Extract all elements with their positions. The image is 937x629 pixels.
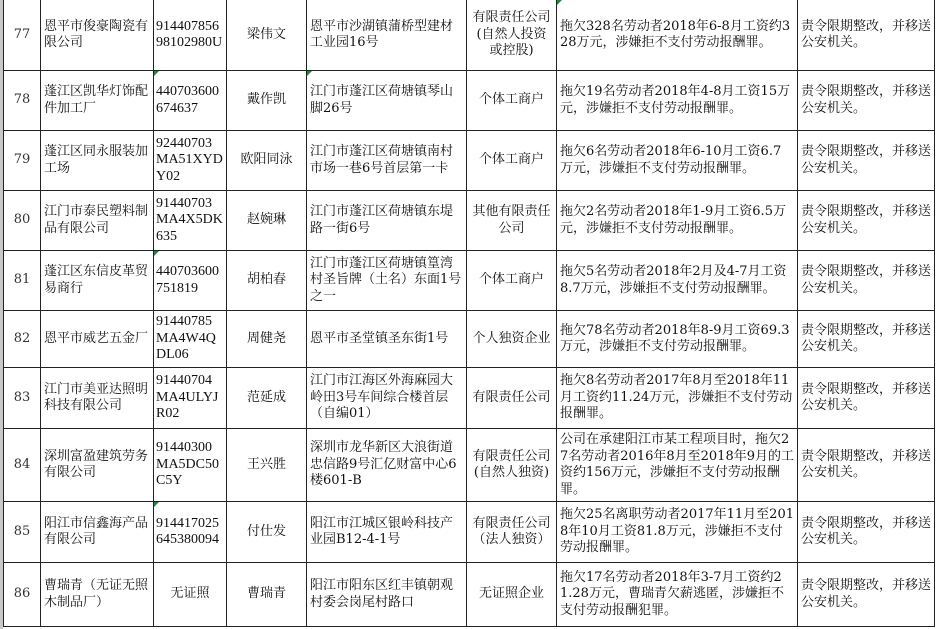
company-name-cell: 蓬江区凯华灯饰配件加工厂 [41,71,154,131]
table-row [4,429,935,502]
credit-code-cell: 91440704MA4ULYJR02 [154,368,227,429]
action-taken-cell: 责令限期整改，并移送公安机关。 [798,311,935,368]
table-row [4,131,935,191]
action-taken-cell: 责令限期整改，并移送公安机关。 [798,563,935,627]
address-cell: 江门市江海区外海麻园大岭田3号车间综合楼首层（自编01） [307,368,467,429]
legal-person-cell: 范延成 [227,368,307,429]
table-row [4,502,935,563]
violation-description-cell: 拖欠78名劳动者2018年8-9月工资69.3万元，涉嫌拒不支付劳动报酬罪。 [557,311,798,368]
credit-code-cell: 无证照 [154,563,227,627]
company-name-cell: 恩平市威艺五金厂 [41,311,154,368]
table-row [4,311,935,368]
table-row [4,71,935,131]
company-type-cell: 有限责任公司（法人独资） [467,502,557,563]
action-taken-cell: 责令限期整改，并移送公安机关。 [798,502,935,563]
address-cell: 深圳市龙华新区大浪街道忠信路9号汇亿财富中心6楼601-B [307,429,467,502]
violation-description-cell: 拖欠2名劳动者2018年1-9月工资6.5万元，涉嫌拒不支付劳动报酬罪。 [557,191,798,251]
address-cell: 江门市蓬江区荷塘镇东堤路一街6号 [307,191,467,251]
company-type-cell: 个体工商户 [467,251,557,311]
company-name-cell: 江门市美亚达照明科技有限公司 [41,368,154,429]
action-taken-cell: 责令限期整改，并移送公安机关。 [798,191,935,251]
credit-code-cell: 440703600674637 [154,71,227,131]
action-taken-cell: 责令限期整改，并移送公安机关。 [798,251,935,311]
credit-code-cell: 91440300MA5DC50C5Y [154,429,227,502]
credit-code-cell: 440703600751819 [154,251,227,311]
row-number-cell: 77 [4,0,41,71]
address-cell: 江门市蓬江区荷塘镇南村市场一巷6号首层第一卡 [307,131,467,191]
legal-person-cell: 戴作凯 [227,71,307,131]
legal-person-cell: 欧阳同泳 [227,131,307,191]
company-type-cell: 有限责任公司(自然人投资或控股) [467,0,557,71]
address-cell: 阳江市阳东区红丰镇朝观村委会岗尾村路口 [307,563,467,627]
violation-description-cell: 拖欠17名劳动者2018年3-7月工资约21.28万元，曹瑞青欠薪逃匿，涉嫌拒不支付劳动报酬犯罪。 [557,563,798,627]
legal-person-cell: 梁伟文 [227,0,307,71]
address-cell: 江门市蓬江区荷塘镇篁湾村圣旨牌（土名）东面1号之一 [307,251,467,311]
legal-person-cell: 曹瑞青 [227,563,307,627]
legal-person-cell: 王兴胜 [227,429,307,502]
legal-person-cell: 胡柏春 [227,251,307,311]
address-cell: 阳江市江城区银岭科技产业园B12-4-1号 [307,502,467,563]
violation-description-cell: 拖欠8名劳动者2017年8月至2018年11月工资约11.24万元，涉嫌拒不支付劳动报酬罪。 [557,368,798,429]
legal-person-cell: 周健尧 [227,311,307,368]
credit-code-cell: 91440785MA4W4QDL06 [154,311,227,368]
violation-description-cell: 拖欠328名劳动者2018年6-8月工资约328万元，涉嫌拒不支付劳动报酬罪。 [557,0,798,71]
violation-description-cell: 拖欠6名劳动者2018年6-10月工资6.7万元，涉嫌拒不支付劳动报酬罪。 [557,131,798,191]
action-taken-cell: 责令限期整改，并移送公安机关。 [798,429,935,502]
company-name-cell: 阳江市信鑫海产品有限公司 [41,502,154,563]
company-name-cell: 曹瑞青（无证无照木制品厂） [41,563,154,627]
violation-description-cell: 拖欠19名劳动者2018年4-8月工资15万元，涉嫌拒不支付劳动报酬罪。 [557,71,798,131]
address-cell: 恩平市沙湖镇蒲桥型建材工业园16号 [307,0,467,71]
credit-code-cell: 91440703MA4X5DK635 [154,191,227,251]
row-number-cell: 82 [4,311,41,368]
company-name-cell: 蓬江区同永服装加工场 [41,131,154,191]
company-type-cell: 无证照企业 [467,563,557,627]
table-row [4,563,935,627]
row-number-cell: 78 [4,71,41,131]
company-name-cell: 深圳富盈建筑劳务有限公司 [41,429,154,502]
credit-code-cell: 92440703MA51XYDY02 [154,131,227,191]
company-type-cell: 有限责任公司 [467,368,557,429]
credit-code-cell: 914417025645380094 [154,502,227,563]
address-cell: 江门市蓬江区荷塘镇琴山脚26号 [307,71,467,131]
row-number-cell: 86 [4,563,41,627]
company-type-cell: 个体工商户 [467,131,557,191]
legal-person-cell: 付仕发 [227,502,307,563]
action-taken-cell: 责令限期整改，并移送公安机关。 [798,0,935,71]
action-taken-cell: 责令限期整改，并移送公安机关。 [798,71,935,131]
row-number-cell: 81 [4,251,41,311]
action-taken-cell: 责令限期整改，并移送公安机关。 [798,131,935,191]
address-cell: 恩平市圣堂镇圣东街1号 [307,311,467,368]
row-number-cell: 79 [4,131,41,191]
credit-code-cell: 91440785698102980U [154,0,227,71]
legal-person-cell: 赵婉琳 [227,191,307,251]
company-type-cell: 个体工商户 [467,71,557,131]
row-number-cell: 80 [4,191,41,251]
wage-arrears-table [3,0,935,627]
company-type-cell: 有限责任公司(自然人独资) [467,429,557,502]
company-name-cell: 蓬江区东信皮革贸易商行 [41,251,154,311]
table-row [4,251,935,311]
violation-description-cell: 拖欠25名离职劳动者2017年11月至2018年10月工资81.8万元，涉嫌拒不支付劳动报酬罪。 [557,502,798,563]
violation-description-cell: 公司在承建阳江市某工程项目时，拖欠27名劳动者2016年8月至2018年9月的工资约156万元，涉嫌拒不支付劳动报酬罪。 [557,429,798,502]
company-type-cell: 其他有限责任公司 [467,191,557,251]
row-number-cell: 85 [4,502,41,563]
row-number-cell: 83 [4,368,41,429]
table-row [4,191,935,251]
action-taken-cell: 责令限期整改，并移送公安机关。 [798,368,935,429]
table-row [4,368,935,429]
violation-description-cell: 拖欠5名劳动者2018年2月及4-7月工资8.7万元，涉嫌拒不支付劳动报酬罪。 [557,251,798,311]
company-name-cell: 恩平市俊豪陶瓷有限公司 [41,0,154,71]
row-number-cell: 84 [4,429,41,502]
table-row [4,0,935,71]
company-type-cell: 个人独资企业 [467,311,557,368]
company-name-cell: 江门市泰民塑料制品有限公司 [41,191,154,251]
